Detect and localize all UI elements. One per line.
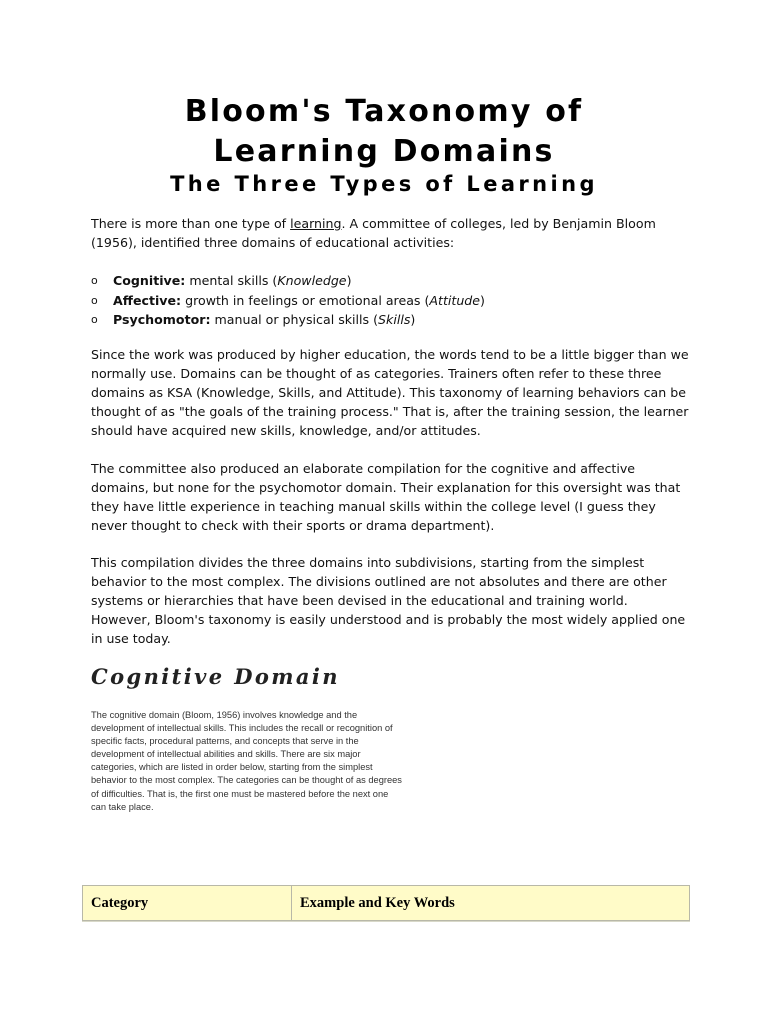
- list-item-desc-end: ): [410, 312, 416, 327]
- table-header-examples: Example and Key Words: [292, 886, 690, 921]
- list-item-emphasis: Attitude: [429, 292, 481, 308]
- list-item-desc: manual or physical skills (: [210, 312, 379, 327]
- list-item-term: Affective:: [113, 292, 182, 308]
- list-item-emphasis: Knowledge: [277, 273, 347, 288]
- paragraph-domains-ksa: Since the work was produced by higher education, the words tend to be a little bigger than we normally use. Domains can be thought of as categories. Trainers often refer to these three domains as KSA (Knowledge, Skills, and Attitude). This taxonomy of learning behaviors can be thought of as "the goals of the training process." That is, after the training session, the learner should have acquired new skills, knowledge, and/or attitudes.: [91, 347, 689, 438]
- list-item-cognitive: [91, 271, 691, 291]
- list-item-psychomotor: [91, 310, 691, 330]
- list-item-desc: growth in feelings or emotional areas (: [181, 292, 430, 308]
- bullet-marker: o: [91, 274, 98, 287]
- cognitive-domain-description: The cognitive domain (Bloom, 1956) involves knowledge and the development of intellectual skills. This includes the recall or recognition of specific facts, procedural patterns, and concepts that serve in the development of intellectual abilities and skills. There are six major categories, which are listed in order below, starting from the simplest behavior to the most complex. The categories can be thought of as degrees of difficulties. That is, the first one must be mastered before the next one can take place.: [91, 710, 402, 812]
- list-item-desc: mental skills (: [185, 273, 278, 288]
- category-table: [82, 885, 690, 921]
- learning-link[interactable]: learning: [290, 216, 342, 231]
- list-item-term: Psychomotor:: [113, 312, 211, 327]
- list-item-affective: [91, 291, 691, 311]
- bullet-marker: o: [91, 313, 98, 326]
- paragraph-compilation: This compilation divides the three domains into subdivisions, starting from the simplest behavior to the most complex. The divisions outlined are not absolutes and there are other systems or hierarchies that have been devised in the educational and training world. However, Bloom's taxonomy is easily understood and is probably the most widely applied one in use today.: [91, 555, 686, 646]
- list-item-term: Cognitive:: [113, 273, 186, 288]
- paragraph-committee: The committee also produced an elaborate compilation for the cognitive and affective domains, but none for the psychomotor domain. Their explanation for this oversight was that they have little experience in teaching manual skills within the college level (I guess they never thought to check with their sports or drama department).: [91, 461, 681, 533]
- page-title-line-2: Learning Domains: [213, 134, 555, 169]
- page-title-line-1: Bloom's Taxonomy of: [184, 94, 584, 129]
- list-item-desc-end: ): [480, 292, 485, 308]
- table-header-row: [83, 886, 690, 921]
- intro-text-before: There is more than one type of: [91, 216, 291, 231]
- table-header-category: Category: [83, 886, 292, 921]
- page-subtitle: The Three Types of Learning: [170, 172, 598, 196]
- list-item-desc-end: ): [346, 273, 352, 288]
- intro-text-after: . A committee of colleges, led by Benjamin Bloom (1956), identified three domains of educational activities:: [91, 216, 656, 250]
- bullet-marker: o: [91, 293, 98, 307]
- domains-list: [91, 271, 691, 330]
- cognitive-domain-heading: Cognitive Domain: [91, 664, 340, 689]
- intro-paragraph: [91, 214, 691, 252]
- list-item-emphasis: Skills: [378, 312, 411, 327]
